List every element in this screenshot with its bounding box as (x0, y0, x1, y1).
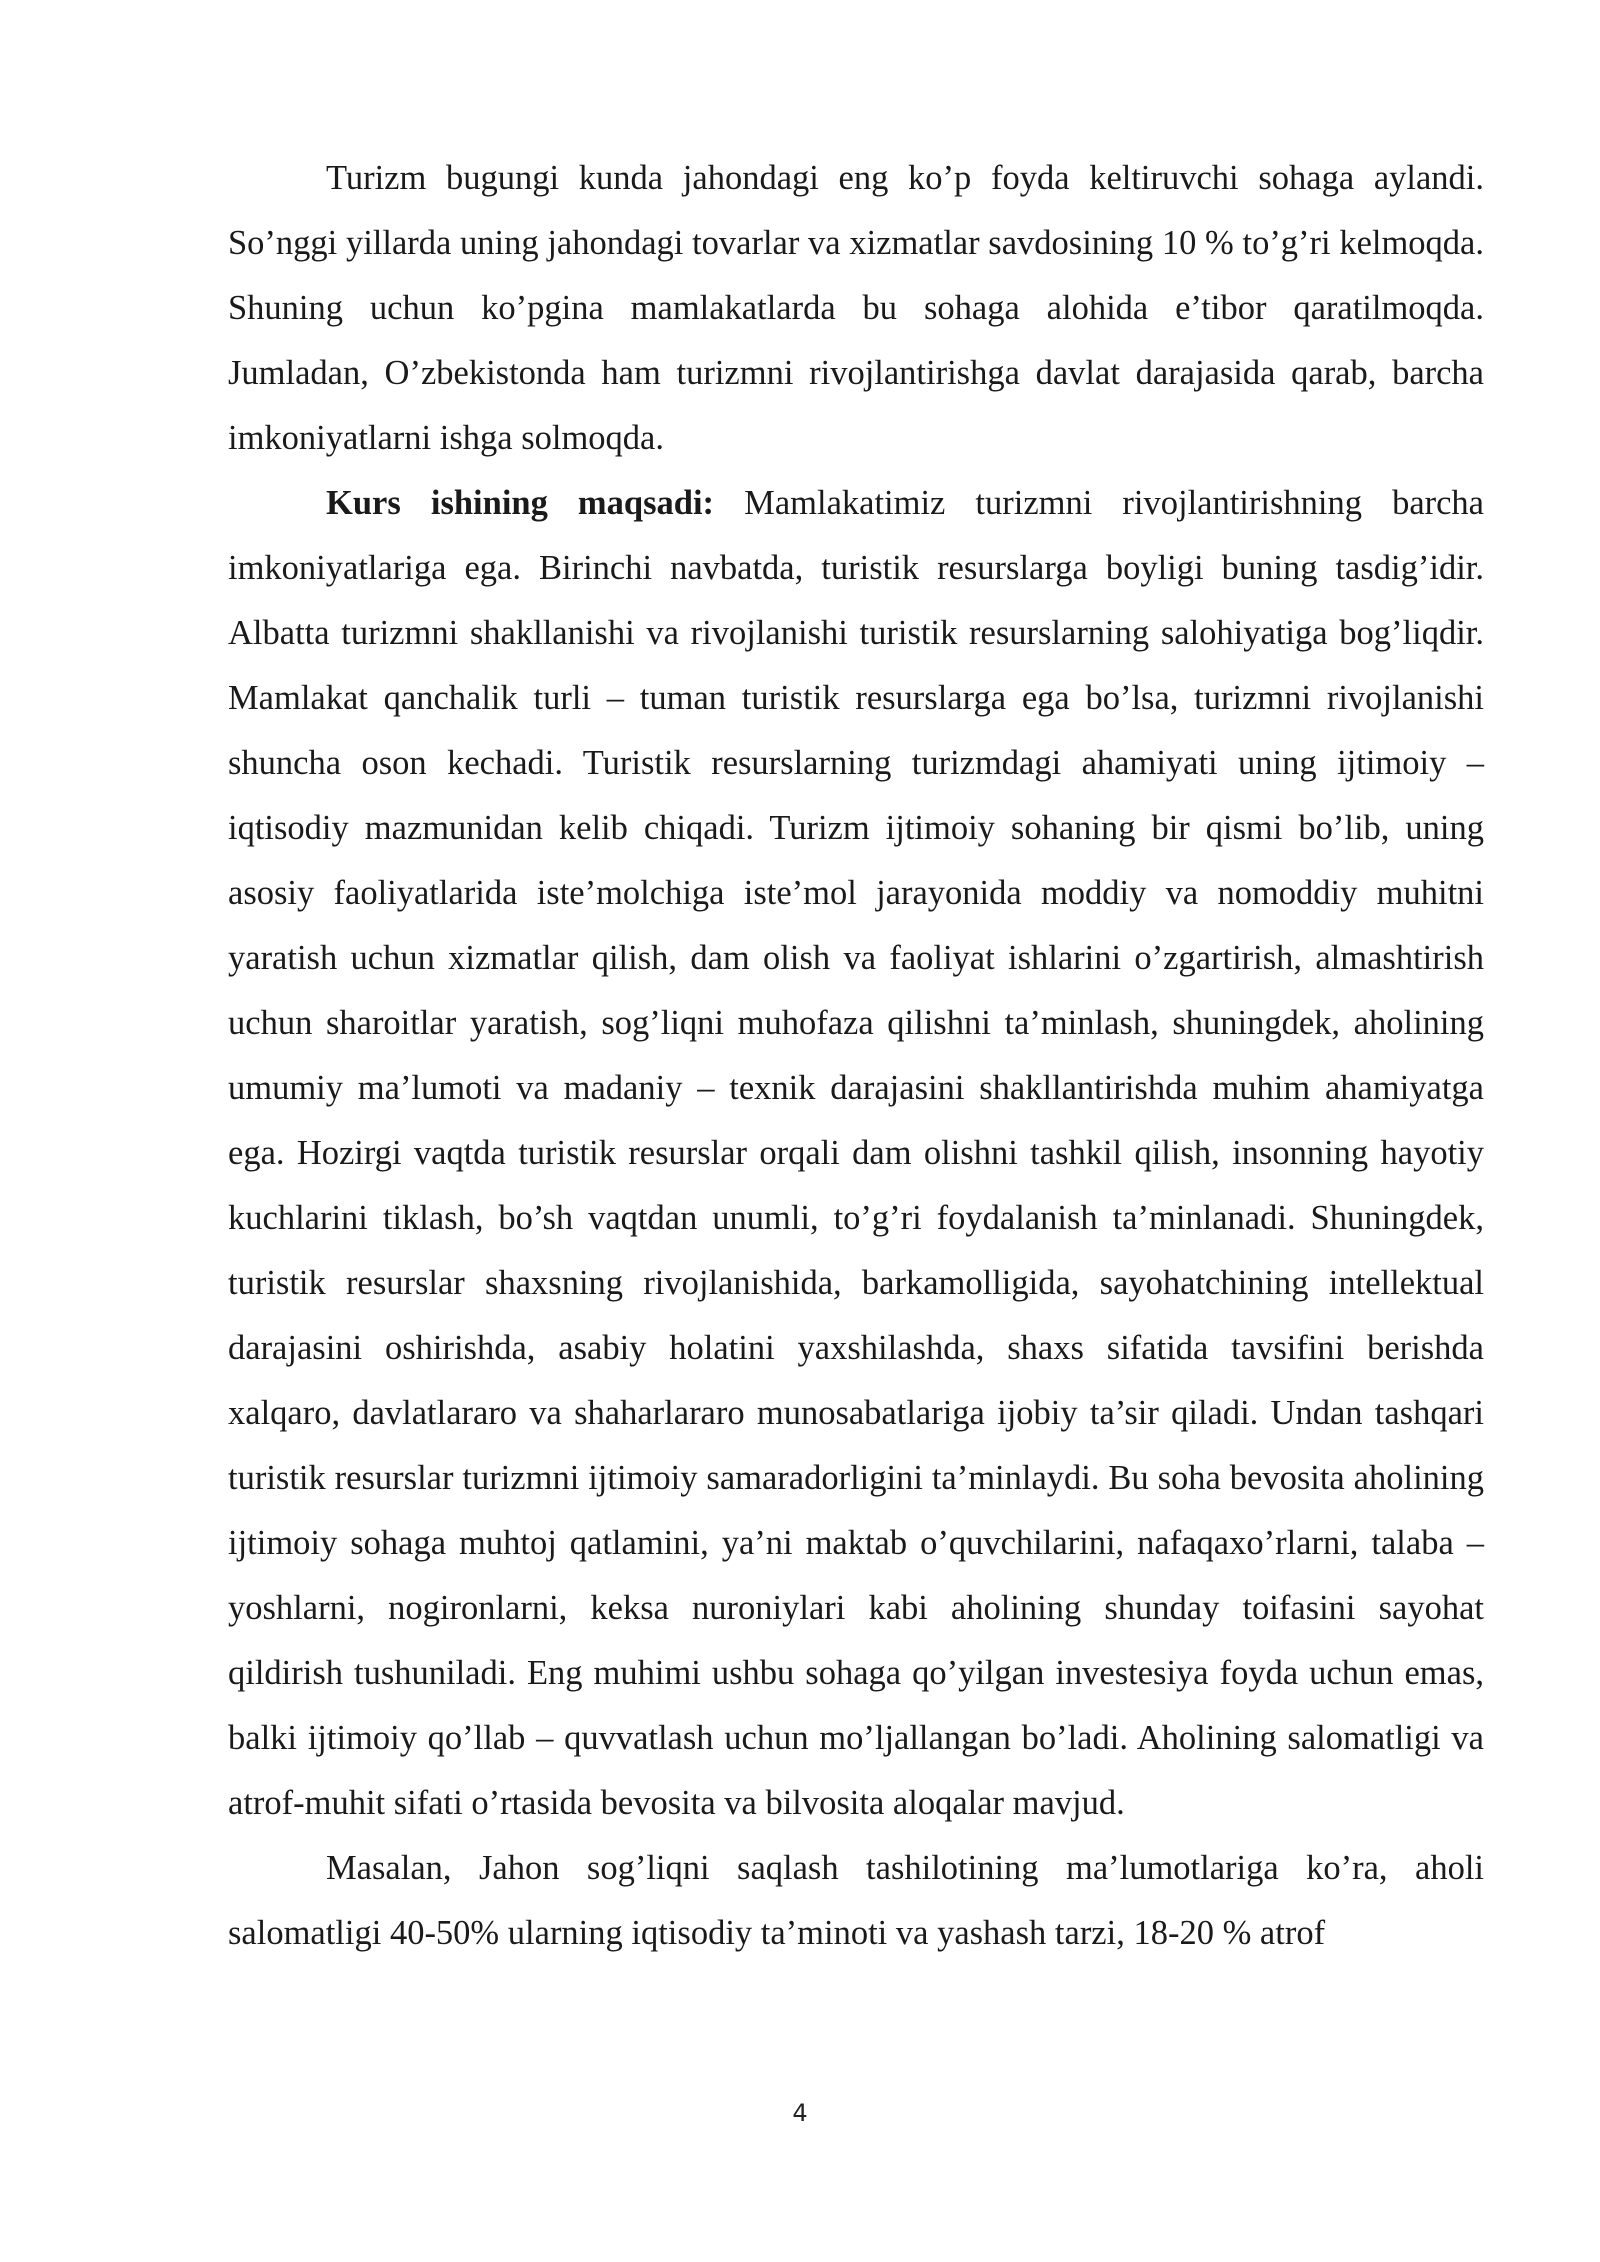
page-number: 4 (792, 2099, 808, 2127)
paragraph-course-aim (228, 471, 1484, 1836)
paragraph-intro-text: Turizm bugungi kunda jahondagi eng ko’p foyda keltiruvchi sohaga aylandi. So’nggi yillarda uning jahondagi tovarlar va xizmatlar savdosining 10 % to’g’ri kelmoqda. Shuning uchun ko’pgina mamlakatlarda bu sohaga alohida e’tibor qaratilmoqda. Jumladan, O’zbekistonda ham turizmni rivojlantirishga davlat darajasida qarab, barcha imkoniyatlarni ishga solmoqda. (228, 159, 1484, 457)
paragraph-course-aim-text: Mamlakatimiz turizmni rivojlantirishning barcha imkoniyatlariga ega. Birinchi navbatda, turistik resurslarga boyligi buning tasdig’idir. Albatta turizmni shakllanishi va rivojlanishi turistik resurslarning salohiyatiga bog’liqdir. Mamlakat qanchalik turli – tuman turistik resurslarga ega bo’lsa, turizmni rivojlanishi shuncha oson kechadi. Turistik resurslarning turizmdagi ahamiyati uning ijtimoiy – iqtisodiy mazmunidan kelib chiqadi. Turizm ijtimoiy sohaning bir qismi bo’lib, uning asosiy faoliyatlarida iste’molchiga iste’mol jarayonida moddiy va nomoddiy muhitni yaratish uchun xizmatlar qilish, dam olish va faoliyat ishlarini o’zgartirish, almashtirish uchun sharoitlar yaratish, sog’liqni muhofaza qilishni ta’minlash, shuningdek, aholining umumiy ma’lumoti va madaniy – texnik darajasini shakllantirishda muhim ahamiyatga ega. Hozirgi vaqtda turistik resurslar orqali dam olishni tashkil qilish, insonning hayotiy kuchlarini tiklash, bo’sh vaqtdan unumli, to’g’ri foydalanish ta’minlanadi. Shuningdek, turistik resurslar shaxsning rivojlanishida, barkamolligida, sayohatchining intellektual darajasini oshirishda, asabiy holatini yaxshilashda, shaxs sifatida tavsifini berishda xalqaro, davlatlararo va shaharlararo munosabatlariga ijobiy ta’sir qiladi. Undan tashqari turistik resurslar turizmni ijtimoiy samaradorligini ta’minlaydi. Bu soha bevosita aholining ijtimoiy sohaga muhtoj qatlamini, ya’ni maktab o’quvchilarini, nafaqaxo’rlarni, talaba – yoshlarni, nogironlarni, keksa nuroniylari kabi aholining shunday toifasini sayohat qildirish tushuniladi. Eng muhimi ushbu sohaga qo’yilgan investesiya foyda uchun emas, balki ijtimoiy qo’llab – quvvatlash uchun mo’ljallangan bo’ladi. Aholining salomatligi va atrof-muhit sifati o’rtasida bevosita va bilvosita aloqalar mavjud. (228, 484, 1484, 1822)
course-aim-heading: Kurs ishining maqsadi: (326, 484, 715, 522)
document-body (228, 146, 1484, 1966)
paragraph-example-text: Masalan, Jahon sog’liqni saqlash tashilotining ma’lumotlariga ko’ra, aholi salomatligi 40-50% ularning iqtisodiy ta’minoti va yashash tarzi, 18-20 % atrof (228, 1849, 1484, 1952)
paragraph-intro (228, 146, 1484, 471)
paragraph-example (228, 1836, 1484, 1966)
